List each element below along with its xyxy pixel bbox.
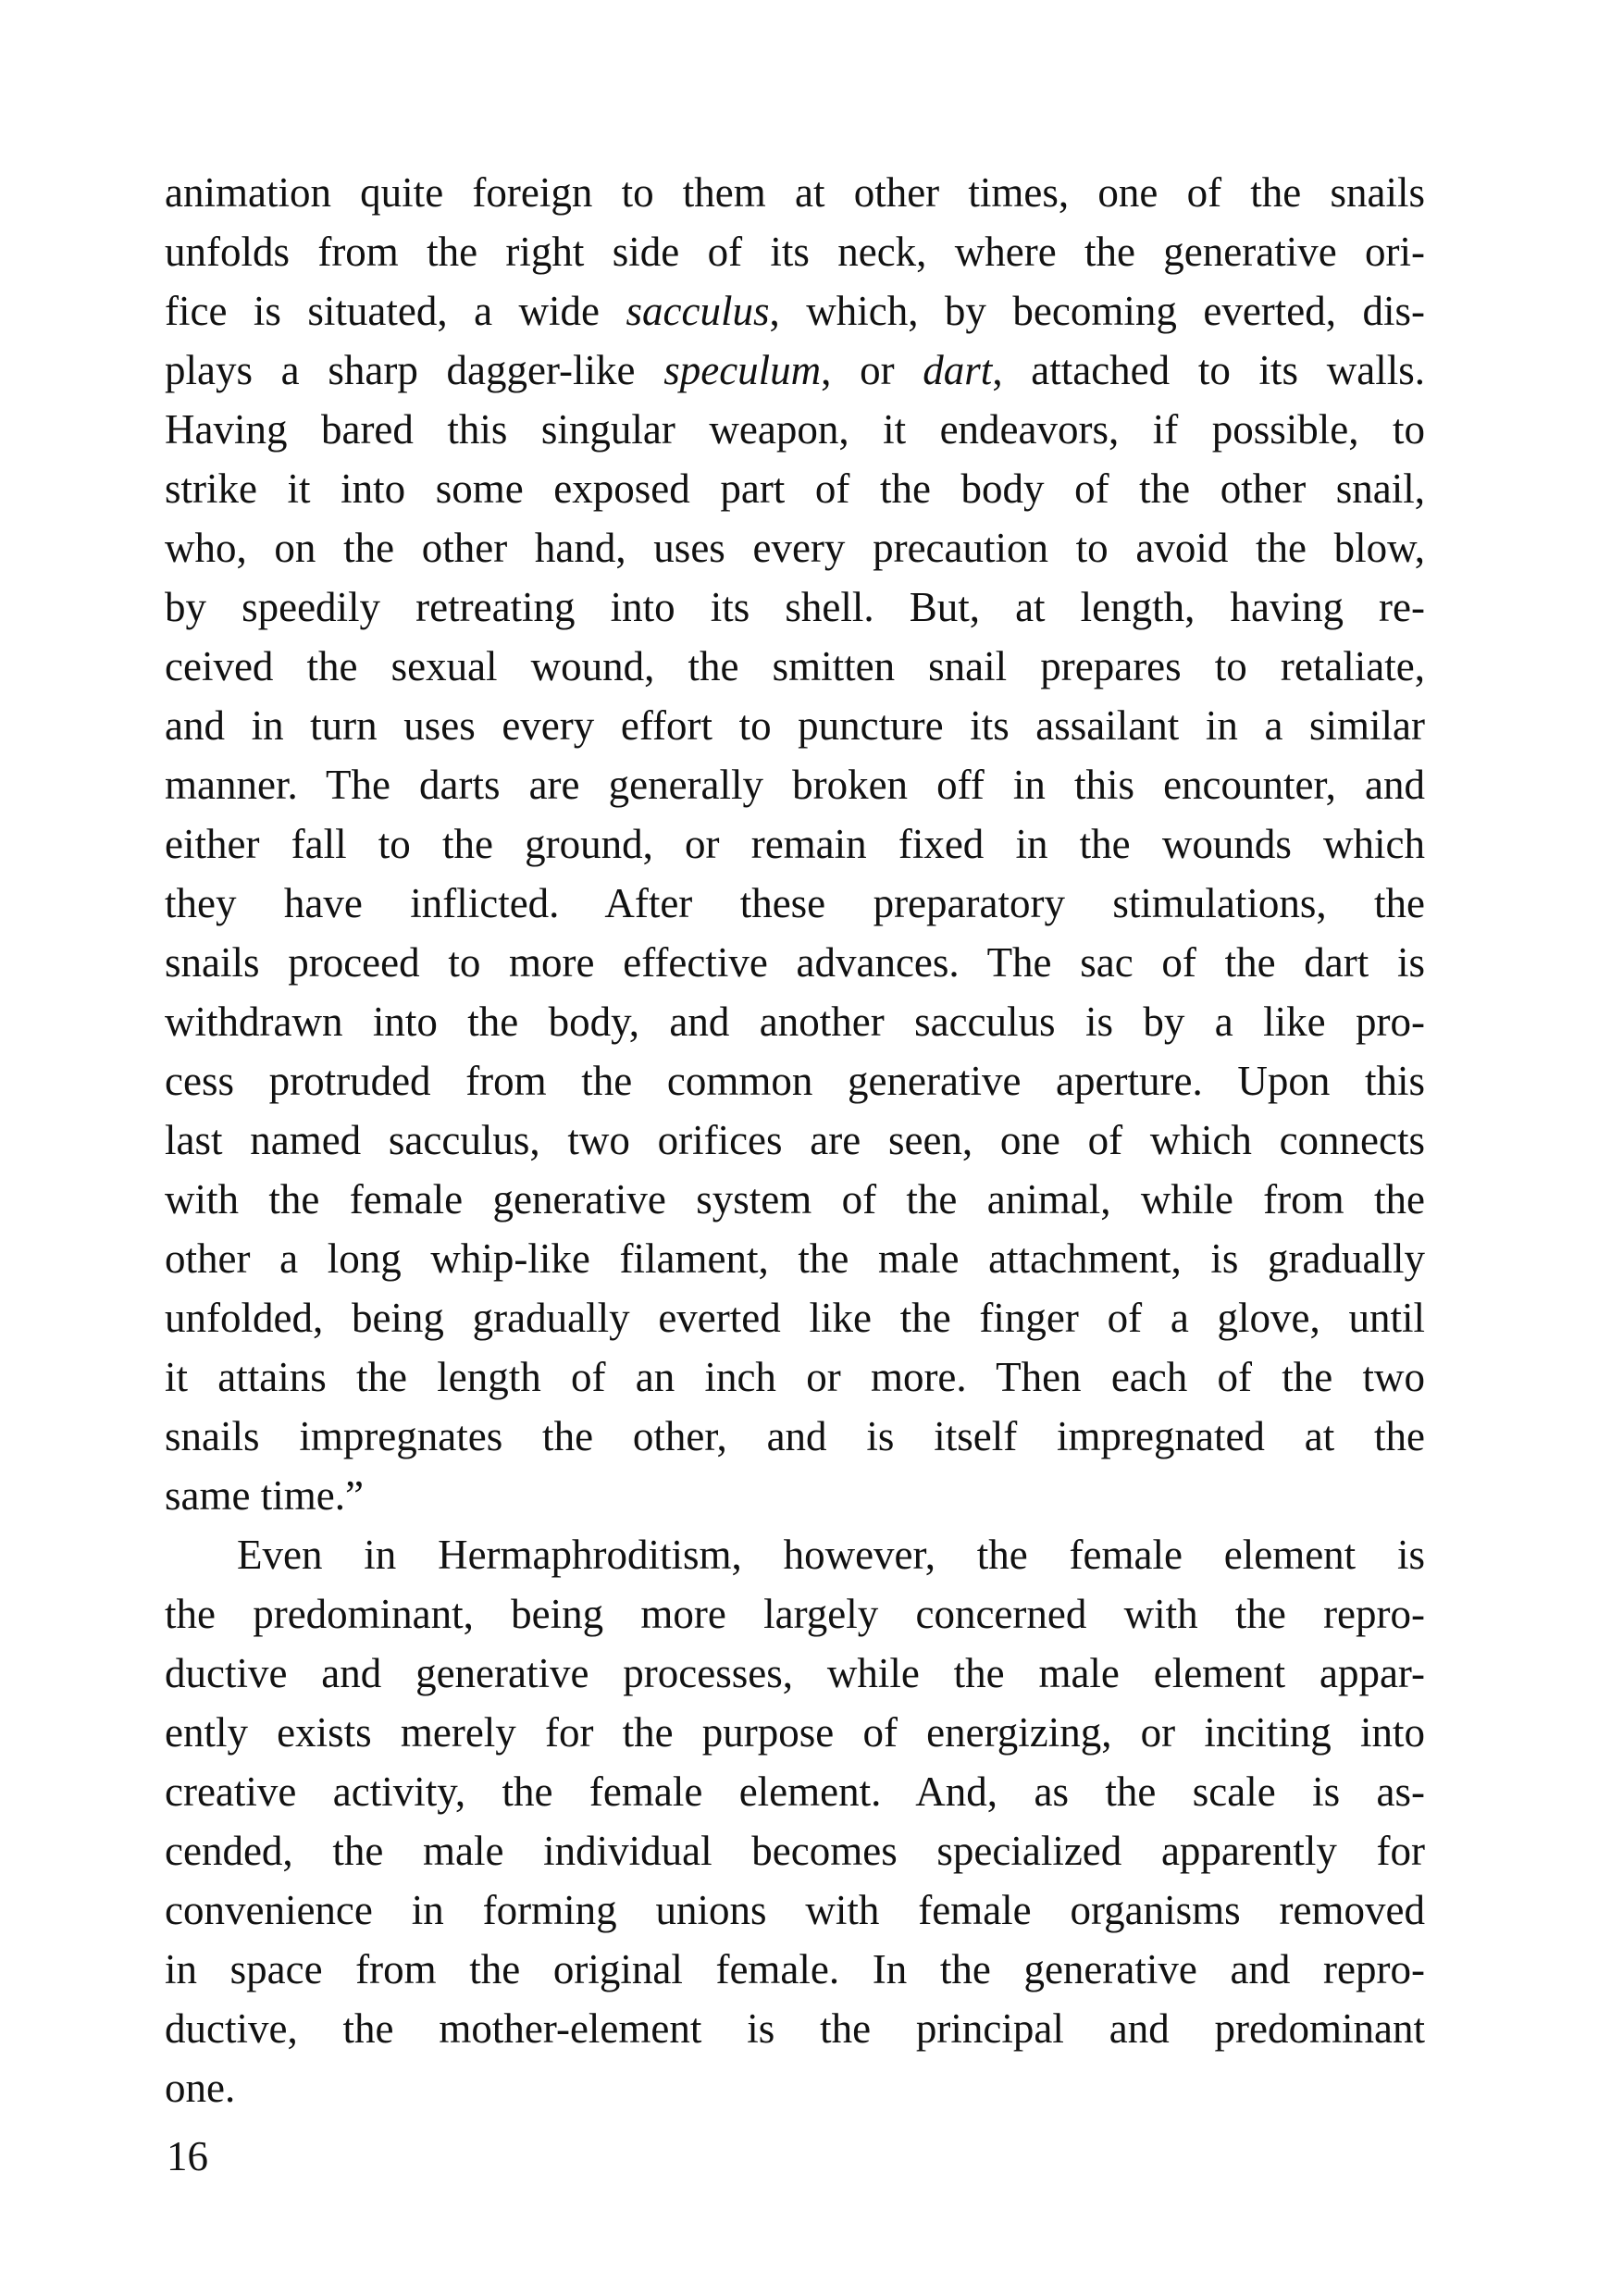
text-line: last named sacculus, two orifices are seen, one of which connects	[165, 1117, 1425, 1163]
text-line: ently exists merely for the purpose of energizing, or inciting into	[165, 1709, 1425, 1756]
text-line: withdrawn into the body, and another sacculus is by a like pro-	[165, 999, 1425, 1045]
text-line: same time.”	[165, 1472, 364, 1519]
text-line: creative activity, the female element. And, as the scale is as-	[165, 1769, 1425, 1815]
emphasis: speculum	[663, 347, 822, 393]
text-line: convenience in forming unions with female organisms removed	[165, 1887, 1425, 1933]
text-line: Having bared this singular weapon, it endeavors, if possible, to	[165, 406, 1425, 453]
text-line: unfolded, being gradually everted like the finger of a glove, until	[165, 1295, 1425, 1341]
text-line: snails impregnates the other, and is itself impregnated at the	[165, 1413, 1425, 1459]
body-text	[165, 163, 1425, 2117]
text-line: cess protruded from the common generative aperture. Upon this	[165, 1058, 1425, 1104]
text-line: they have inflicted. After these preparatory stimulations, the	[165, 880, 1425, 926]
text-line: one.	[165, 2065, 236, 2111]
text-line: strike it into some exposed part of the body of the other snail,	[165, 465, 1425, 512]
text-line: in space from the original female. In the generative and repro-	[165, 1946, 1425, 1992]
paragraph	[165, 1525, 1425, 2117]
text-line: cended, the male individual becomes specialized apparently for	[165, 1828, 1425, 1874]
text-line: manner. The darts are generally broken off in this encounter, and	[165, 762, 1425, 808]
text-line: other a long whip-like filament, the male attachment, is gradually	[165, 1235, 1425, 1282]
text-line: either fall to the ground, or remain fixed in the wounds which	[165, 821, 1425, 867]
text-line: Even in Hermaphroditism, however, the female element is	[237, 1532, 1425, 1578]
text-line: by speedily retreating into its shell. But, at length, having re-	[165, 584, 1425, 630]
text-line: fice is situated, a wide sacculus, which, by becoming everted, dis-	[165, 288, 1425, 334]
text-line: the predominant, being more largely concerned with the repro-	[165, 1591, 1425, 1637]
text-line: it attains the length of an inch or more. Then each of the two	[165, 1354, 1425, 1400]
text-line: who, on the other hand, uses every precaution to avoid the blow,	[165, 525, 1425, 571]
text-line: snails proceed to more effective advances. The sac of the dart is	[165, 939, 1425, 986]
emphasis: dart	[923, 347, 993, 393]
text-line: unfolds from the right side of its neck, where the generative ori-	[165, 229, 1425, 275]
text-line: and in turn uses every effort to puncture its assailant in a similar	[165, 702, 1425, 749]
emphasis: sacculus	[626, 288, 770, 334]
text-line: animation quite foreign to them at other times, one of the snails	[165, 169, 1425, 216]
page-number: 16	[167, 2133, 208, 2179]
text-line: ceived the sexual wound, the smitten snail prepares to retaliate,	[165, 643, 1425, 689]
text-line: with the female generative system of the animal, while from the	[165, 1176, 1425, 1222]
text-line: plays a sharp dagger-like speculum, or dart, attached to its walls.	[165, 347, 1425, 393]
text-line: ductive, the mother-element is the principal and predominant	[165, 2005, 1425, 2052]
text-line: ductive and generative processes, while the male element appar-	[165, 1650, 1425, 1696]
paragraph	[165, 163, 1425, 1525]
